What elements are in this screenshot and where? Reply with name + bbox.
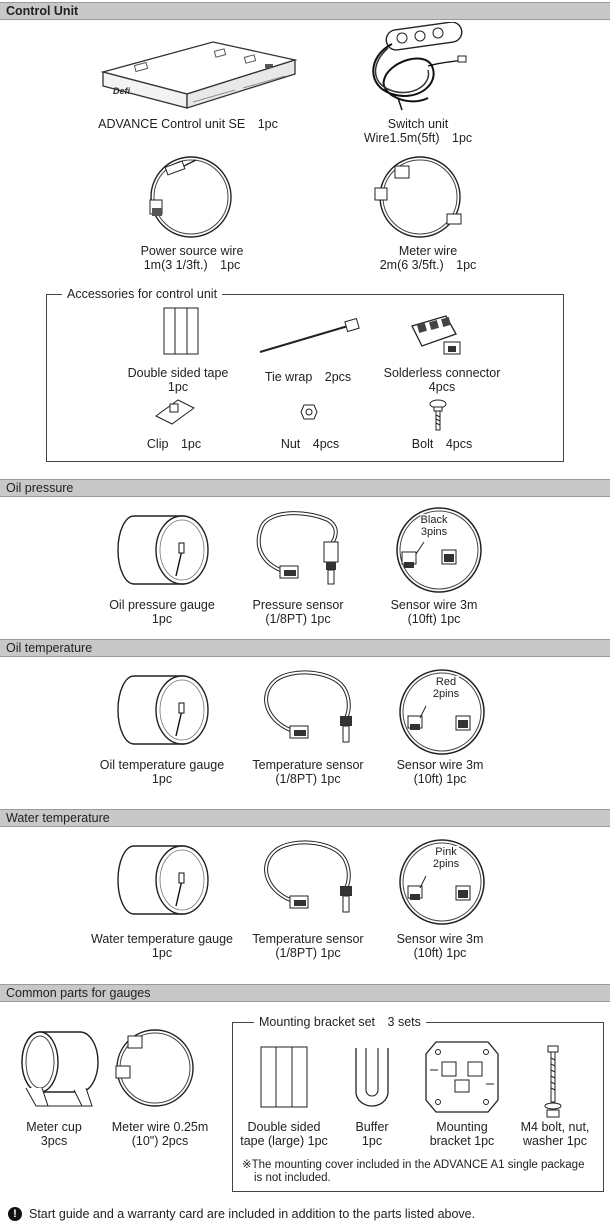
caption-oil-pressure-sensor-wire: Sensor wire 3m (10ft) 1pc xyxy=(390,598,478,626)
caption-mounting-bracket: Mounting bracket 1pc xyxy=(429,1120,495,1148)
caption-oil-temperature-gauge: Oil temperature gauge 1pc xyxy=(99,758,225,786)
mounting-cover-note: ※The mounting cover included in the ADVANCE A1 single package is not included. xyxy=(242,1159,585,1184)
control-unit-logo: Defi xyxy=(113,86,131,96)
switch-unit-illustration xyxy=(358,22,473,112)
caption-oil-temperature-sensor-wire: Sensor wire 3m (10ft) 1pc xyxy=(396,758,484,786)
pressure-sensor-illustration xyxy=(246,506,358,592)
caption-buffer: Buffer 1pc xyxy=(355,1120,389,1148)
footer-text: Start guide and a warranty card are included in addition to the parts listed above. xyxy=(29,1207,476,1221)
oil-temperature-gauge-illustration xyxy=(116,668,216,752)
caption-control-unit: ADVANCE Control unit SE 1pc xyxy=(98,117,278,131)
caption-meter-cup: Meter cup 3pcs xyxy=(26,1120,82,1148)
oil-temperature-sensor-illustration xyxy=(256,666,360,752)
caption-water-temperature-sensor: Temperature sensor (1/8PT) 1pc xyxy=(252,932,364,960)
meter-wire-illustration xyxy=(365,152,475,242)
short-meter-wire-illustration xyxy=(110,1022,200,1112)
caption-switch-unit: Switch unit Wire1.5m(5ft) 1pc xyxy=(363,117,473,145)
oil-temperature-pin-label: Red 2pins xyxy=(432,676,460,700)
caption-oil-pressure-gauge: Oil pressure gauge 1pc xyxy=(109,598,215,626)
caption-power-source-wire: Power source wire 1m(3 1/3ft.) 1pc xyxy=(140,244,244,272)
caption-clip: Clip 1pc xyxy=(146,437,202,451)
buffer-icon xyxy=(354,1046,390,1108)
tie-wrap-icon xyxy=(256,318,364,358)
section-header-common-parts: Common parts for gauges xyxy=(0,984,610,1002)
exclamation-icon: ! xyxy=(8,1207,22,1221)
caption-m4-bolt-nut-washer: M4 bolt, nut, washer 1pc xyxy=(520,1120,590,1148)
section-header-water-temperature: Water temperature xyxy=(0,809,610,827)
oil-pressure-pin-label: Black 3pins xyxy=(420,514,448,538)
accessories-label: Accessories for control unit xyxy=(62,287,222,301)
caption-tie-wrap: Tie wrap 2pcs xyxy=(264,370,352,384)
caption-oil-temperature-sensor: Temperature sensor (1/8PT) 1pc xyxy=(252,758,364,786)
caption-double-sided-tape: Double sided tape 1pc xyxy=(127,366,229,394)
caption-solderless-connector: Solderless connector 4pcs xyxy=(383,366,501,394)
caption-large-double-sided-tape: Double sided tape (large) 1pc xyxy=(240,1120,328,1148)
control-unit-illustration xyxy=(95,24,305,112)
caption-pressure-sensor: Pressure sensor (1/8PT) 1pc xyxy=(252,598,344,626)
caption-water-temperature-gauge: Water temperature gauge 1pc xyxy=(91,932,233,960)
water-temperature-sensor-illustration xyxy=(256,836,360,922)
water-temperature-gauge-illustration xyxy=(116,838,216,922)
oil-pressure-gauge-illustration xyxy=(116,510,216,590)
water-temperature-pin-label: Pink 2pins xyxy=(432,846,460,870)
clip-icon xyxy=(152,396,196,426)
large-double-sided-tape-icon xyxy=(260,1046,308,1108)
nut-icon xyxy=(300,404,318,420)
bolt-icon xyxy=(428,398,448,432)
power-source-wire-illustration xyxy=(136,152,246,242)
caption-bolt: Bolt 4pcs xyxy=(411,437,473,451)
section-header-oil-temperature: Oil temperature xyxy=(0,639,610,657)
solderless-connector-icon xyxy=(406,312,466,362)
footer-note xyxy=(8,1206,475,1222)
double-sided-tape-icon xyxy=(163,307,199,355)
caption-nut: Nut 4pcs xyxy=(280,437,340,451)
mounting-bracket-icon xyxy=(424,1040,500,1114)
meter-cup-illustration xyxy=(10,1022,100,1112)
section-header-oil-pressure: Oil pressure xyxy=(0,479,610,497)
caption-short-meter-wire: Meter wire 0.25m (10") 2pcs xyxy=(111,1120,209,1148)
mounting-bracket-set-label: Mounting bracket set 3 sets xyxy=(254,1015,426,1029)
m4-bolt-nut-washer-icon xyxy=(543,1044,563,1120)
section-header-control-unit: Control Unit xyxy=(0,2,610,20)
caption-meter-wire: Meter wire 2m(6 3/5ft.) 1pc xyxy=(379,244,477,272)
caption-water-temperature-sensor-wire: Sensor wire 3m (10ft) 1pc xyxy=(396,932,484,960)
